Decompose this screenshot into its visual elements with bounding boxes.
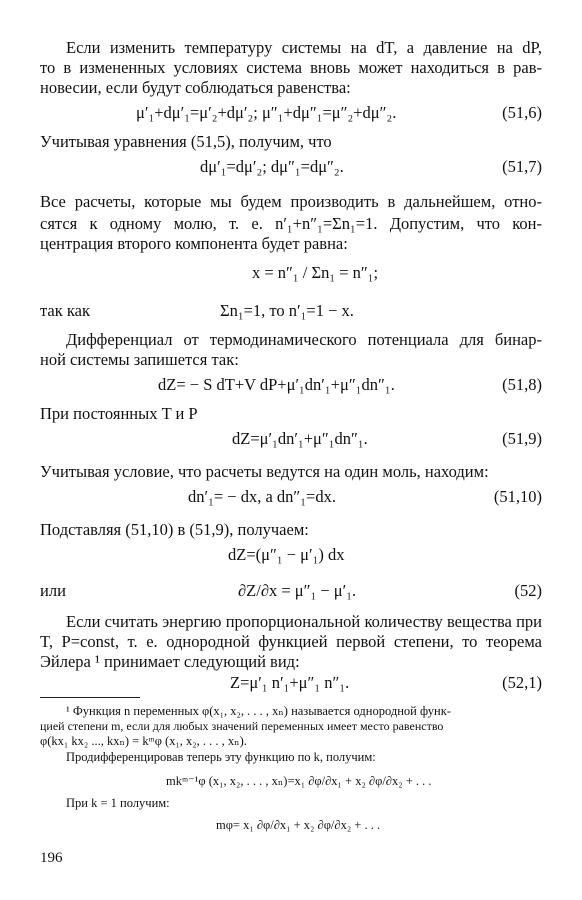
equation-formula: dZ=μ′₁dn′₁+μ″₁dn″₁.	[232, 429, 368, 448]
equation-formula: dZ=(μ″₁ − μ′₁) dx	[228, 545, 345, 564]
equation-formula: dZ= − S dT+V dP+μ′₁dn′₁+μ″₁dn″₁.	[158, 375, 395, 394]
paragraph-line: центрация второго компонента будет равна:	[40, 234, 348, 253]
equation-number: (51,8)	[502, 375, 542, 394]
paragraph-line: Если считать энергию пропорциональной количеству вещества при	[66, 612, 542, 631]
equation-dz	[40, 544, 542, 566]
equation-number: (51,10)	[493, 487, 542, 506]
paragraph-line: ной системы запишется так:	[40, 350, 239, 369]
footnote-formula: mkᵐ⁻¹φ (x₁, x₂, . . . , xₙ)=x₁ ∂φ/∂x₁ + x₂ ∂φ/∂x₂ + . . .	[166, 774, 432, 788]
equation-51-7	[40, 156, 542, 178]
equation-number: (51,7)	[502, 157, 542, 176]
footnote-line: цией степени m, если для любых значений переменных имеет место равенство	[40, 719, 444, 733]
paragraph-line: При постоянных T и P	[40, 404, 198, 423]
paragraph-line: Дифференциал от термодинамического потенциала для бинар-	[66, 330, 542, 349]
equation-formula: ∂Z/∂x = μ″₁ − μ′₁.	[238, 581, 357, 600]
footnote-formula: mφ= x₁ ∂φ/∂x₁ + x₂ ∂φ/∂x₂ + . . .	[216, 818, 381, 832]
equation-51-9	[40, 428, 542, 450]
footnote-line: ¹ Функция n переменных φ(x₁, x₂, . . . , xₙ) называется однородной функ-	[66, 704, 451, 718]
equation-number: (51,6)	[502, 103, 542, 122]
equation-formula: dn′₁= − dx, а dn″₁=dx.	[188, 487, 336, 506]
or-label: или	[40, 581, 66, 600]
paragraph-line: новесии, если будут соблюдаться равенства:	[40, 78, 351, 97]
paragraph-line: Все расчеты, которые мы будем производить в дальнейшем, отно-	[40, 192, 542, 211]
paragraph-line: сятся к одному молю, т. е. n′₁+n″₁=Σn₁=1. Допустим, что кон-	[40, 214, 542, 233]
equation-formula: Σn₁=1, то n′₁=1 − x.	[220, 301, 354, 320]
equation-formula: Z=μ′₁ n′₁+μ″₁ n″₁.	[230, 673, 350, 692]
equation-formula: dμ′₁=dμ′₂; dμ″₁=dμ″₂.	[200, 157, 344, 176]
equation-51-6	[40, 102, 542, 124]
equation-formula: μ′₁+dμ′₁=μ′₂+dμ′₂; μ″₁+dμ″₁=μ″₂+dμ″₂.	[136, 103, 397, 122]
page-number: 196	[40, 850, 63, 866]
paragraph-line: Учитывая условие, что расчеты ведутся на один моль, находим:	[40, 462, 489, 481]
footnote-divider	[40, 697, 140, 698]
paragraph-line: Учитывая уравнения (51,5), получим, что	[40, 132, 332, 151]
equation-concentration	[40, 262, 542, 284]
footnote-line: φ(kx₁ kx₂ ..., kxₙ) = kᵐφ (x₁, x₂, . . . , xₙ).	[40, 734, 247, 748]
paragraph-line: Эйлера ¹ принимает следующий вид:	[40, 652, 300, 671]
equation-52	[40, 580, 542, 602]
equation-52-1	[40, 672, 542, 694]
equation-number: (51,9)	[502, 429, 542, 448]
so-as-label: так как	[40, 301, 90, 320]
paragraph-line: Подставляя (51,10) в (51,9), получаем:	[40, 520, 309, 539]
paragraph-line: Если изменить температуру системы на dT, а давление на dP,	[66, 38, 542, 57]
paragraph-line: то в измененных условиях система вновь может находиться в рав-	[40, 58, 542, 77]
equation-number: (52,1)	[502, 673, 542, 692]
paragraph-line: T, P=const, т. е. однородной функцией первой степени, то теорема	[40, 632, 542, 651]
equation-51-8	[40, 374, 542, 396]
equation-51-10	[40, 486, 542, 508]
footnote-line: При k = 1 получим:	[66, 796, 170, 810]
footnote-line: Продифференцировав теперь эту функцию по k, получим:	[66, 750, 376, 764]
equation-number: (52)	[514, 581, 542, 600]
equation-sum	[40, 300, 542, 322]
equation-formula: x = n″₁ / Σn₁ = n″₁;	[252, 263, 379, 282]
